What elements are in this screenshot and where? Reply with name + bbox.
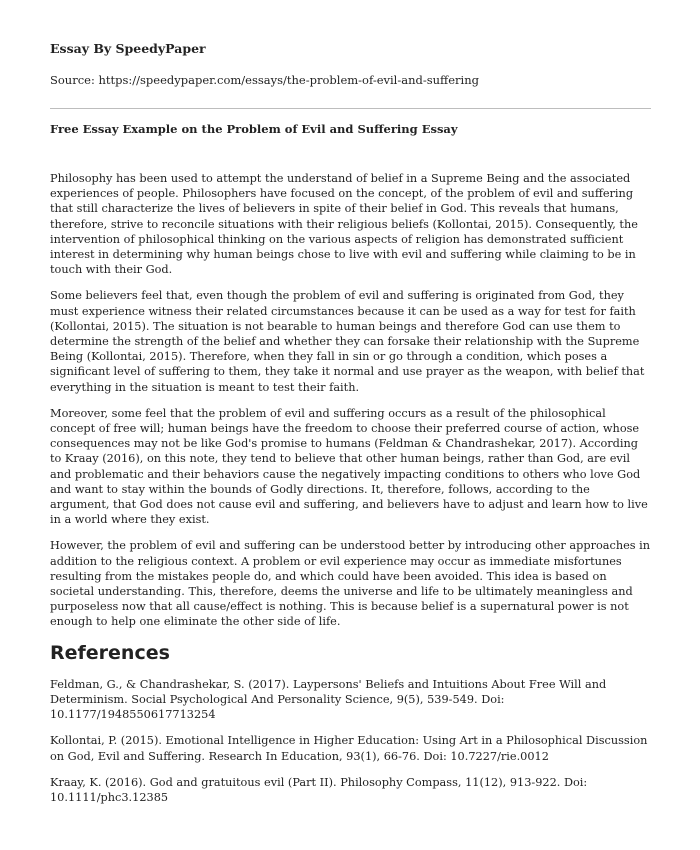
essay-title: Free Essay Example on the Problem of Evil and Suffering Essay [50, 122, 458, 136]
header-divider [50, 108, 651, 109]
essay-body [50, 171, 652, 816]
document-header [50, 40, 650, 88]
body-paragraph: Some believers feel that, even though the problem of evil and suffering is originated from God, they must experience witness their related circumstances because it can be used as a way for test for faith (Kollontai, 2015). The situation is not bearable to human beings and therefore God can use them to determine the strength of the belief and whether they can forsake their relationship with the Supreme Being (Kollontai, 2015). Therefore, when they fall in sin or go through a condition, which poses a significant level of suffering to them, they take it normal and use prayer as the weapon, with belief that everything in the situation is meant to test their faith. [50, 289, 645, 394]
reference-item: Kraay, K. (2016). God and gratuitous evil (Part II). Philosophy Compass, 11(12), 913-922. Doi: 10.1111/phc3.12385 [50, 775, 588, 804]
source-line: Source: https://speedypaper.com/essays/the-problem-of-evil-and-suffering [50, 73, 479, 87]
body-paragraph: However, the problem of evil and suffering can be understood better by introducing other approaches in addition to the religious context. A problem or evil experience may occur as immediate misfortunes resulting from the mistakes people do, and which could have been avoided. This idea is based on societal understanding. This, therefore, deems the universe and life to be ultimately meaningless and purposeless now that all cause/effect is nothing. This is because belief is a supernatural power is not enough to help one eliminate the other side of life. [50, 539, 651, 629]
reference-item: Feldman, G., & Chandrashekar, S. (2017). Laypersons' Beliefs and Intuitions About Free Will and Determinism. Social Psychological And Personality Science, 9(5), 539-549. Doi: 10.1177/1948550617713254 [50, 677, 607, 722]
reference-item: Kollontai, P. (2015). Emotional Intelligence in Higher Education: Using Art in a Philosophical Discussion on God, Evil and Suffering. Research In Education, 93(1), 66-76. Doi: 10.7227/rie.0012 [50, 734, 648, 763]
body-paragraph: Moreover, some feel that the problem of evil and suffering occurs as a result of the philosophical concept of free will; human beings have the freedom to choose their preferred course of action, whose consequences may not be like God's promise to humans (Feldman & Chandrashekar, 2017). According to Kraay (2016), on this note, they tend to believe that other human beings, rather than God, are evil and problematic and their behaviors cause the negatively impacting conditions to others who love God and want to stay within the bounds of Godly directions. It, therefore, follows, according to the argument, that God does not cause evil and suffering, and believers have to adjust and learn how to live in a world where they exist. [50, 406, 648, 527]
references-section [50, 641, 652, 805]
body-paragraph: Philosophy has been used to attempt the understand of belief in a Supreme Being and the associated experiences of people. Philosophers have focused on the concept, of the problem of evil and suffering that still characterize the lives of believers in spite of their belief in God. This reveals that humans, therefore, strive to reconcile situations with their religious beliefs (Kollontai, 2015). Consequently, the intervention of philosophical thinking on the various aspects of religion has demonstrated sufficient interest in determining why human beings chose to live with evil and suffering while claiming to be in touch with their God. [50, 172, 638, 277]
references-heading: References [50, 641, 170, 664]
brand-line: Essay By SpeedyPaper [50, 41, 206, 56]
